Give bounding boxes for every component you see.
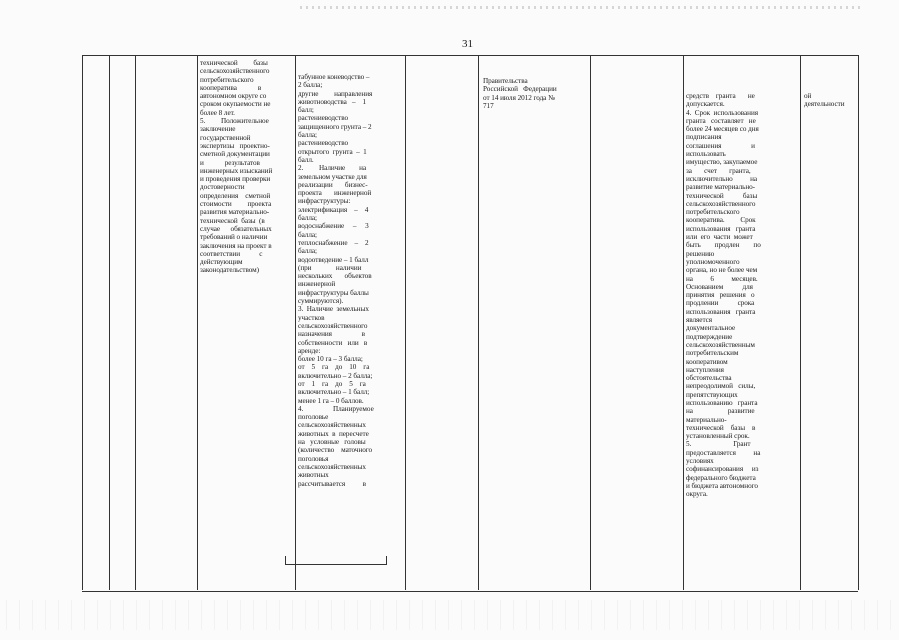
score-line: 2. Наличие на: [298, 164, 367, 173]
column-divider: [197, 55, 198, 590]
condition-line: обстоятельства: [686, 374, 732, 383]
legal-line: Российской Федерации: [483, 85, 557, 94]
condition-line: потребительского: [686, 208, 740, 217]
condition-line: сельскохозяйственного: [686, 199, 756, 208]
criteria-line: действующим: [200, 258, 243, 267]
score-line: нескольких объектов: [298, 272, 372, 281]
condition-line: документальное: [686, 324, 736, 333]
score-line: земельном участке для: [298, 172, 367, 181]
condition-line: препятствующих: [686, 390, 738, 399]
score-line: другие направления: [298, 89, 373, 98]
score-line: включительно – 1 балл;: [298, 388, 370, 397]
condition-line: на 6 месяцев.: [686, 274, 758, 283]
criteria-line: 5. Положительное: [200, 117, 269, 126]
score-line: поголовье: [298, 413, 329, 422]
score-line: поголовья: [298, 454, 329, 463]
legal-line: от 14 июля 2012 года №: [483, 93, 555, 102]
score-line: электрификация – 4: [298, 205, 369, 214]
score-line: 4. Планируемое: [298, 404, 374, 413]
condition-line: или его части может: [686, 233, 753, 242]
criteria-line: сметной документации: [200, 150, 270, 159]
score-line: включительно – 2 балла;: [298, 371, 373, 380]
score-line: от 1 га до 5 га: [298, 379, 366, 388]
condition-line: наступления: [686, 365, 724, 374]
condition-line: подписания: [686, 133, 722, 142]
criteria-line: и результатов: [200, 158, 260, 167]
condition-line: кооператива. Срок: [686, 216, 756, 225]
condition-line: органа, но не более чем: [686, 266, 758, 275]
scan-artifact-bottom: [0, 600, 899, 630]
criteria-line: и проведения проверки: [200, 175, 271, 184]
condition-line: Основанием для: [686, 282, 753, 291]
score-line: суммируются).: [298, 297, 344, 306]
column-divider: [478, 55, 479, 590]
condition-line: условиях: [686, 457, 714, 466]
score-line: инфраструктуры баллы: [298, 288, 369, 297]
condition-line: решению: [686, 249, 715, 258]
score-line: сельскохозяйственных: [298, 462, 366, 471]
criteria-line: требований о наличии: [200, 233, 268, 242]
score-line: водоотведение – 1 балл: [298, 255, 369, 264]
condition-line: предоставляется на: [686, 448, 761, 457]
score-line: сельскохозяйственных: [298, 421, 366, 430]
condition-line: сельскохозяйственным: [686, 340, 755, 349]
criteria-line: потребительского: [200, 75, 254, 84]
legal-line: Правительства: [483, 77, 528, 85]
criteria-line: сроком окупаемости не: [200, 100, 271, 109]
criteria-line: технической базы (в: [200, 216, 265, 225]
criteria-line: достоверности: [200, 183, 245, 192]
scan-artifact-top: [300, 6, 860, 9]
column-divider: [800, 55, 801, 590]
score-line: открытого грунта – 1: [298, 147, 367, 156]
criteria-line: экспертизы проектно-: [200, 141, 270, 150]
criteria-line: технической базы: [200, 59, 268, 67]
score-line: (количество маточного: [298, 446, 373, 455]
column-divider: [590, 55, 591, 590]
condition-line: быть продлен по: [686, 241, 761, 250]
cell-box: [285, 556, 387, 565]
score-line: 3. Наличие земельных: [298, 305, 369, 314]
score-line: инфраструктуры:: [298, 197, 351, 206]
score-line: балла;: [298, 230, 317, 239]
condition-line: подтверждение: [686, 332, 733, 341]
criteria-line: заключения на проект в: [200, 241, 272, 250]
condition-line: продлении срока: [686, 299, 755, 308]
condition-line: софинансирования из: [686, 465, 759, 474]
score-line: растениеводство: [298, 139, 349, 148]
criteria-line: инженерных изысканий: [200, 166, 273, 175]
score-line: балла;: [298, 247, 317, 256]
condition-line: федерального бюджета: [686, 473, 756, 482]
score-line: рассчитывается в: [298, 479, 366, 488]
condition-line: 5. Грант: [686, 440, 751, 449]
criteria-line: развития материально-: [200, 208, 270, 217]
score-line: балл.: [298, 155, 314, 164]
score-line: более 10 га – 3 балла;: [298, 355, 363, 364]
condition-line: непреодолимой силы,: [686, 382, 756, 391]
column-divider: [109, 55, 110, 590]
score-line: менее 1 га – 0 баллов.: [298, 396, 364, 405]
score-line: животных: [298, 471, 329, 480]
column-divider: [135, 55, 136, 590]
legal-basis-text: [483, 77, 557, 110]
condition-line: является: [686, 316, 713, 325]
condition-line: 4. Срок использования: [686, 108, 759, 117]
condition-line: кооперативом: [686, 357, 728, 366]
condition-line: за счет гранта,: [686, 166, 751, 175]
score-line: аренде:: [298, 346, 321, 355]
condition-line: допускается.: [686, 100, 725, 109]
score-line: назначения в: [298, 330, 365, 339]
condition-line: развитие материально-: [686, 183, 756, 192]
score-line: теплоснабжение – 2: [298, 238, 369, 247]
criteria-line: государственной: [200, 133, 251, 142]
condition-line: установленный срок.: [686, 432, 750, 441]
score-line: водоснабжение – 3: [298, 222, 369, 231]
condition-line: средств гранта не: [686, 92, 755, 100]
score-line: собственности или в: [298, 338, 368, 347]
criteria-line: стоимости проекта: [200, 200, 272, 209]
last-line: ой: [804, 92, 812, 100]
criteria-line: соответствии с: [200, 249, 263, 258]
condition-line: технической базы: [686, 191, 758, 200]
column-divider: [295, 55, 296, 590]
score-line: балла;: [298, 214, 317, 223]
condition-line: более 24 месяцев со дня: [686, 125, 759, 134]
condition-line: использования гранта: [686, 224, 756, 233]
condition-line: уполномоченного: [686, 257, 740, 266]
condition-line: использовать: [686, 150, 726, 159]
score-line: реализации бизнес-: [298, 180, 368, 189]
legal-line: 717: [483, 101, 494, 110]
score-line: 2 балла;: [298, 81, 323, 90]
criteria-line: более 8 лет.: [200, 108, 235, 117]
condition-line: на развитие: [686, 407, 755, 416]
column-divider: [858, 55, 859, 590]
criteria-line: сельскохозяйственного: [200, 67, 270, 76]
conditions-text: [686, 92, 761, 499]
criteria-line: заключение: [200, 125, 236, 134]
criteria-line: определения сметной: [200, 191, 271, 200]
page-number: 31: [462, 38, 473, 50]
score-line: участков: [298, 313, 325, 322]
score-line: балл;: [298, 106, 314, 115]
score-line: защищенного грунта – 2: [298, 122, 372, 131]
score-line: балла;: [298, 131, 317, 140]
condition-line: принятия решения о: [686, 291, 755, 300]
score-line: от 5 га до 10 га: [298, 363, 370, 372]
score-line: животноводства – 1: [298, 97, 367, 106]
last-column-text: [804, 92, 845, 109]
score-line: (при наличии: [298, 263, 362, 272]
scores-text: [298, 73, 374, 488]
score-line: табунное коневодство –: [298, 73, 370, 81]
criteria-text: [200, 59, 272, 275]
condition-line: имущество, закупаемое: [686, 158, 758, 167]
column-divider: [405, 55, 406, 590]
score-line: проекта инженерной: [298, 189, 372, 198]
condition-line: соглашения и: [686, 141, 755, 150]
condition-line: округа.: [686, 490, 708, 499]
criteria-line: законодательством): [200, 266, 260, 275]
condition-line: гранта составляет не: [686, 116, 756, 125]
score-line: на условные головы: [298, 438, 366, 447]
score-line: животных в пересчете: [298, 429, 369, 438]
condition-line: исключительно на: [686, 174, 758, 183]
condition-line: технической базы в: [686, 423, 756, 432]
score-line: инженерной: [298, 280, 336, 289]
criteria-line: автономном округе со: [200, 92, 267, 101]
condition-line: использованию гранта: [686, 398, 758, 407]
criteria-line: кооператива в: [200, 83, 262, 92]
column-divider: [683, 55, 684, 590]
criteria-line: случае обязательных: [200, 224, 272, 233]
condition-line: и бюджета автономного: [686, 481, 758, 490]
score-line: сельскохозяйственного: [298, 321, 368, 330]
condition-line: материально-: [686, 415, 727, 424]
last-line: деятельности: [804, 100, 845, 109]
condition-line: использования гранта: [686, 307, 756, 316]
score-line: растениеводство: [298, 114, 349, 123]
condition-line: потребительским: [686, 349, 739, 358]
column-divider: [82, 55, 83, 590]
